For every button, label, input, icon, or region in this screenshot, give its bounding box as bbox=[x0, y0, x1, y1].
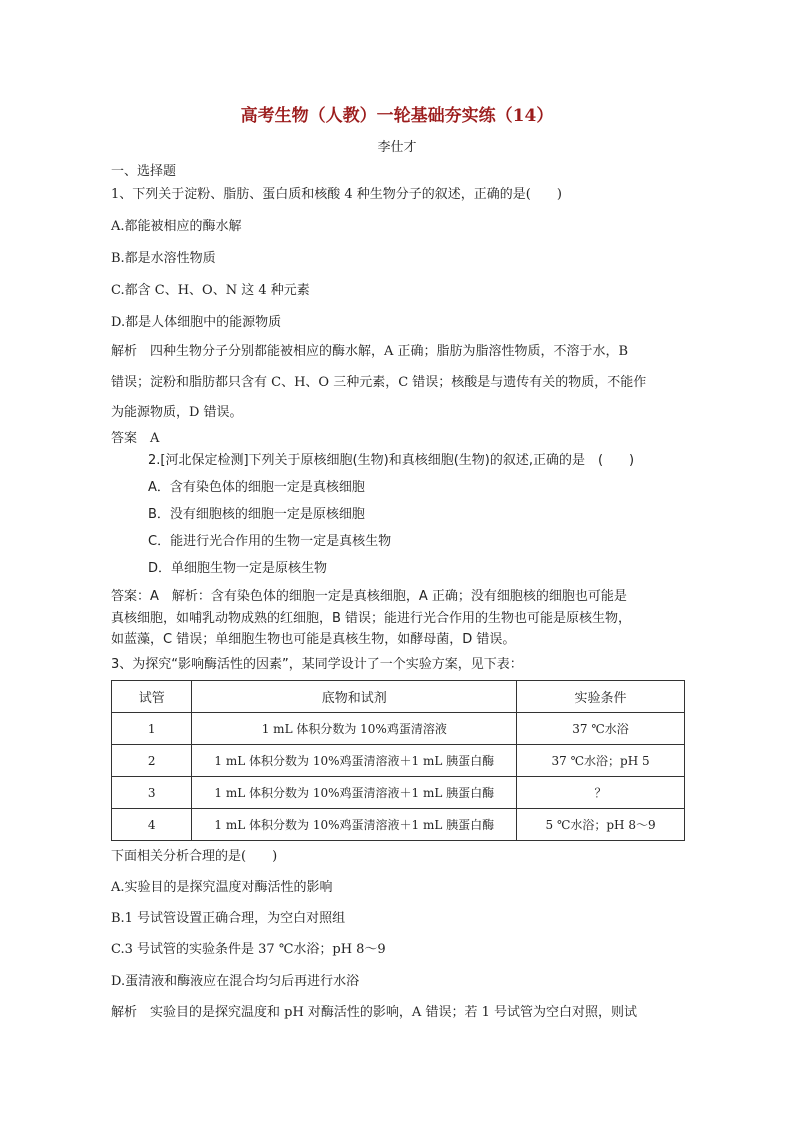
experiment-table bbox=[111, 680, 685, 841]
q1-option-a: A.都能被相应的酶水解 bbox=[111, 219, 242, 234]
table-cell: 4 bbox=[112, 809, 192, 841]
page-title: 高考生物（人教）一轮基础夯实练（14） bbox=[240, 106, 554, 126]
q2-option-d: D．单细胞生物一定是原核生物 bbox=[148, 561, 328, 576]
table-row bbox=[112, 777, 685, 809]
table-cell: 1 mL 体积分数为 10%鸡蛋清溶液＋1 mL 胰蛋白酶 bbox=[192, 745, 517, 777]
q3-stem: 3、为探究“影响酶活性的因素”，某同学设计了一个实验方案，见下表： bbox=[111, 657, 523, 672]
table-cell: 1 mL 体积分数为 10%鸡蛋清溶液＋1 mL 胰蛋白酶 bbox=[192, 809, 517, 841]
q2-option-b: B．没有细胞核的细胞一定是原核细胞 bbox=[148, 507, 365, 522]
table-row bbox=[112, 745, 685, 777]
q2-analysis-line: 如蓝藻，C 错误；单细胞生物也可能是真核生物，如酵母菌，D 错误。 bbox=[111, 632, 516, 647]
table-header-row bbox=[112, 681, 685, 713]
q1-option-b: B.都是水溶性物质 bbox=[111, 251, 216, 266]
table-row bbox=[112, 809, 685, 841]
q1-option-c: C.都含 C、H、O、N 这 4 种元素 bbox=[111, 283, 310, 298]
q3-analysis-line: 解析 实验目的是探究温度和 pH 对酶活性的影响，A 错误；若 1 号试管为空白对照，则试 bbox=[111, 1005, 637, 1020]
table-header: 实验条件 bbox=[517, 681, 685, 713]
q2-stem: 2.[河北保定检测]下列关于原核细胞(生物)和真核细胞(生物)的叙述,正确的是 ( ) bbox=[148, 453, 635, 468]
q2-option-c: C．能进行光合作用的生物一定是真核生物 bbox=[148, 534, 392, 549]
q1-analysis-line: 错误；淀粉和脂肪都只含有 C、H、O 三种元素，C 错误；核酸是与遗传有关的物质，不能作 bbox=[111, 375, 647, 390]
table-cell: 37 ℃水浴；pH 5 bbox=[517, 745, 685, 777]
q3-option-a: A.实验目的是探究温度对酶活性的影响 bbox=[111, 880, 333, 895]
section-heading: 一、选择题 bbox=[111, 164, 177, 179]
table-cell: 2 bbox=[112, 745, 192, 777]
table-cell: 5 ℃水浴；pH 8～9 bbox=[517, 809, 685, 841]
q1-analysis-line: 为能源物质，D 错误。 bbox=[111, 405, 243, 420]
q3-option-b: B.1 号试管设置正确合理，为空白对照组 bbox=[111, 911, 346, 926]
table-header: 底物和试剂 bbox=[192, 681, 517, 713]
q3-question: 下面相关分析合理的是( ) bbox=[111, 849, 278, 864]
q1-analysis-line: 解析 四种生物分子分别都能被相应的酶水解，A 正确；脂肪为脂溶性物质，不溶于水，B bbox=[111, 344, 629, 359]
table-cell: 1 mL 体积分数为 10%鸡蛋清溶液 bbox=[192, 713, 517, 745]
q2-option-a: A．含有染色体的细胞一定是真核细胞 bbox=[148, 480, 365, 495]
q3-option-c: C.3 号试管的实验条件是 37 ℃水浴；pH 8～9 bbox=[111, 942, 386, 957]
table-cell: 3 bbox=[112, 777, 192, 809]
table-cell: ？ bbox=[517, 777, 685, 809]
q1-stem: 1、下列关于淀粉、脂肪、蛋白质和核酸 4 种生物分子的叙述，正确的是( ) bbox=[111, 187, 562, 202]
q3-option-d: D.蛋清液和酶液应在混合均匀后再进行水浴 bbox=[111, 974, 360, 989]
table-header: 试管 bbox=[112, 681, 192, 713]
table-cell: 1 mL 体积分数为 10%鸡蛋清溶液＋1 mL 胰蛋白酶 bbox=[192, 777, 517, 809]
q1-answer: 答案 A bbox=[111, 431, 160, 446]
author-name: 李仕才 bbox=[377, 140, 417, 155]
q2-analysis-line: 真核细胞，如哺乳动物成熟的红细胞，B 错误；能进行光合作用的生物也可能是原核生物， bbox=[111, 611, 632, 626]
table-cell: 37 ℃水浴 bbox=[517, 713, 685, 745]
q1-option-d: D.都是人体细胞中的能源物质 bbox=[111, 315, 282, 330]
table-cell: 1 bbox=[112, 713, 192, 745]
q2-analysis-line: 答案：A 解析：含有染色体的细胞一定是真核细胞，A 正确；没有细胞核的细胞也可能是 bbox=[111, 589, 627, 604]
table-row bbox=[112, 713, 685, 745]
